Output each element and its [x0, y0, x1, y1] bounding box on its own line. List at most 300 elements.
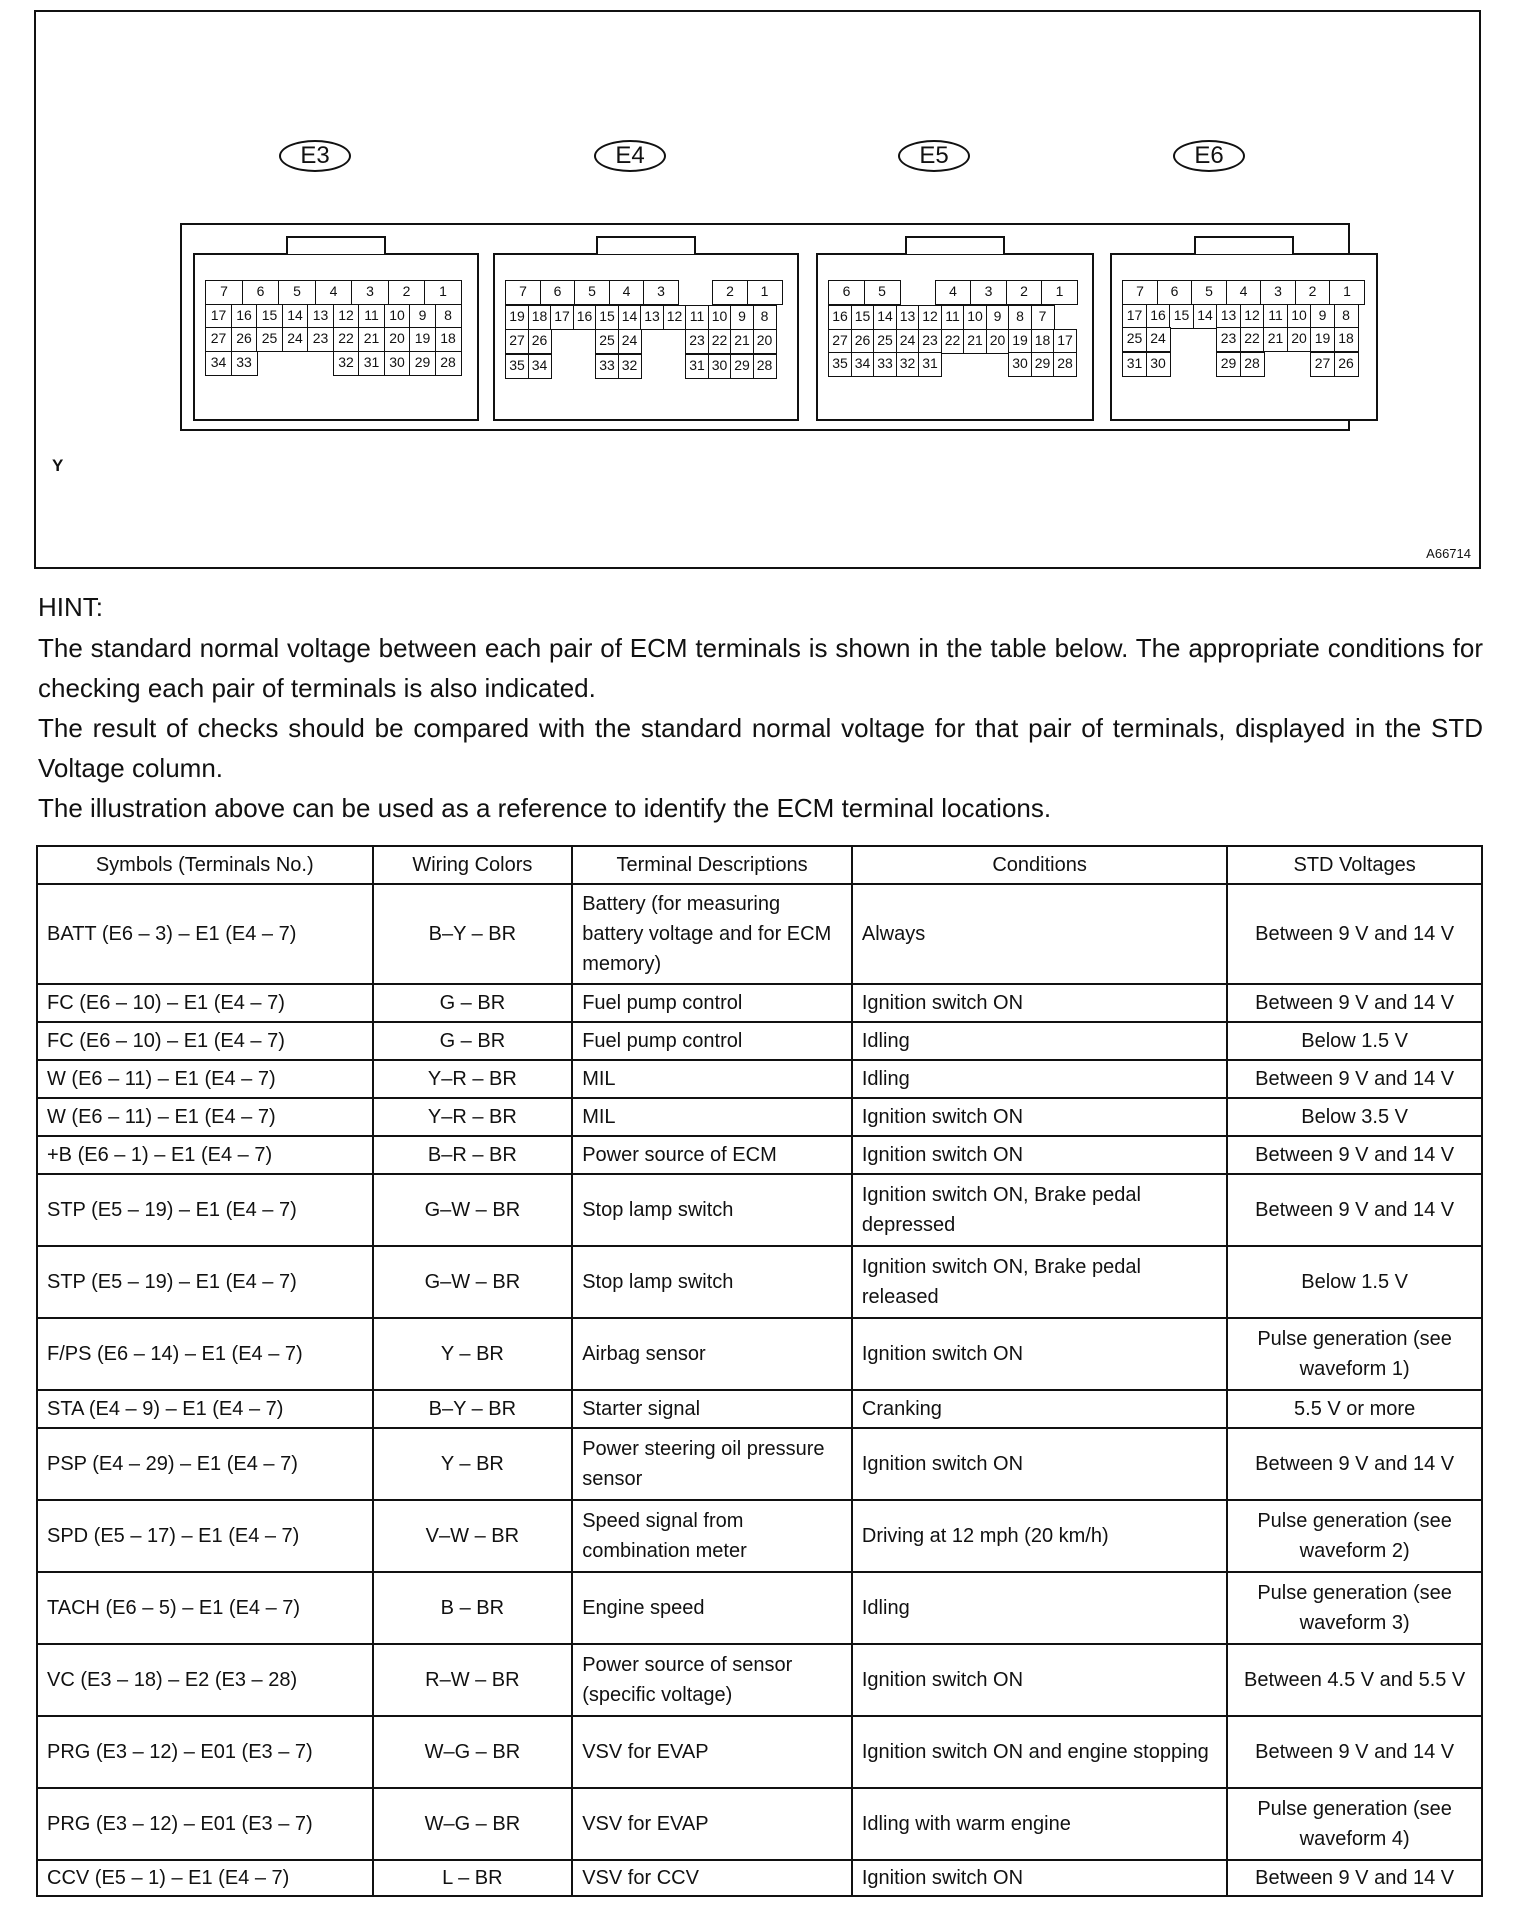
connector-label-e6: E6: [1173, 140, 1245, 172]
terminal-e4-34: 34: [528, 354, 552, 379]
cell-std-voltage: Below 3.5 V: [1227, 1098, 1482, 1136]
connector-label-e5: E5: [898, 140, 970, 172]
terminal-e3-18: 18: [435, 327, 462, 352]
terminal-blank: [1193, 327, 1218, 352]
terminal-e6-23: 23: [1216, 327, 1241, 352]
terminal-blank: [550, 329, 574, 354]
terminal-e5-22: 22: [941, 329, 965, 354]
terminal-e4-29: 29: [730, 354, 754, 379]
terminal-e5-19: 19: [1008, 329, 1032, 354]
terminal-blank: [256, 351, 283, 376]
cell-std-voltage: Between 9 V and 14 V: [1227, 1860, 1482, 1896]
cell-symbol: F/PS (E6 – 14) – E1 (E4 – 7): [37, 1318, 373, 1390]
cell-condition: Ignition switch ON: [852, 1098, 1227, 1136]
connector-latch: [905, 236, 1005, 254]
terminal-blank: [573, 354, 597, 379]
terminal-e3-29: 29: [409, 351, 436, 376]
connector-latch: [1194, 236, 1294, 254]
cell-symbol: W (E6 – 11) – E1 (E4 – 7): [37, 1098, 373, 1136]
terminal-e4-35: 35: [505, 354, 529, 379]
cell-symbol: STP (E5 – 19) – E1 (E4 – 7): [37, 1246, 373, 1318]
terminal-e4-6: 6: [540, 280, 576, 305]
cell-condition: Ignition switch ON: [852, 984, 1227, 1022]
terminal-blank: [899, 280, 936, 305]
terminal-e3-26: 26: [231, 327, 258, 352]
terminal-e5-14: 14: [873, 305, 897, 330]
terminal-e4-4: 4: [609, 280, 645, 305]
connector-label-e4: E4: [594, 140, 666, 172]
terminal-e5-34: 34: [851, 352, 875, 377]
cell-wiring: G–W – BR: [373, 1246, 573, 1318]
terminal-e3-3: 3: [351, 280, 389, 305]
terminal-e4-1: 1: [747, 280, 783, 305]
terminal-e3-20: 20: [384, 327, 411, 352]
table-row: [37, 884, 1482, 984]
cell-condition: Cranking: [852, 1390, 1227, 1428]
terminal-e3-17: 17: [205, 304, 232, 329]
terminal-e3-2: 2: [388, 280, 426, 305]
terminal-e5-15: 15: [851, 305, 875, 330]
cell-wiring: G – BR: [373, 984, 573, 1022]
terminal-e3-22: 22: [333, 327, 360, 352]
terminal-e6-6: 6: [1157, 280, 1193, 305]
terminal-e4-5: 5: [574, 280, 610, 305]
terminal-e6-9: 9: [1310, 304, 1335, 329]
terminal-e4-33: 33: [595, 354, 619, 379]
cell-symbol: VC (E3 – 18) – E2 (E3 – 28): [37, 1644, 373, 1716]
terminal-e3-12: 12: [333, 304, 360, 329]
cell-wiring: B–Y – BR: [373, 1390, 573, 1428]
cell-description: Starter signal: [572, 1390, 852, 1428]
cell-std-voltage: Between 9 V and 14 V: [1227, 1136, 1482, 1174]
terminal-blank: [1169, 352, 1194, 377]
terminal-blank: [550, 354, 574, 379]
terminal-e5-18: 18: [1031, 329, 1055, 354]
terminal-e6-27: 27: [1310, 352, 1335, 377]
terminal-e4-24: 24: [618, 329, 642, 354]
terminal-e3-21: 21: [358, 327, 385, 352]
cell-wiring: W–G – BR: [373, 1716, 573, 1788]
terminal-e6-31: 31: [1122, 352, 1147, 377]
cell-description: MIL: [572, 1060, 852, 1098]
cell-symbol: STP (E5 – 19) – E1 (E4 – 7): [37, 1174, 373, 1246]
cell-std-voltage: Between 9 V and 14 V: [1227, 1060, 1482, 1098]
hint-paragraph-2: The result of checks should be compared with the standard normal voltage for that pair of terminals, displayed in the STD Voltage column.: [38, 713, 1483, 783]
terminal-row: [205, 351, 461, 376]
terminal-e4-12: 12: [663, 305, 687, 330]
terminal-e4-3: 3: [643, 280, 679, 305]
terminal-row: [205, 327, 461, 351]
terminal-blank: [640, 354, 664, 379]
hint-paragraph-1: The standard normal voltage between each pair of ECM terminals is shown in the table below. The appropriate conditions for checking each pair of terminals is also indicated.: [38, 633, 1483, 703]
table-row: [37, 1860, 1482, 1896]
table-row: [37, 1022, 1482, 1060]
terminal-row: [828, 329, 1077, 353]
terminal-e6-16: 16: [1146, 304, 1171, 329]
terminal-e3-11: 11: [358, 304, 385, 329]
header-terminal-descriptions: Terminal Descriptions: [572, 846, 852, 884]
cell-condition: Always: [852, 884, 1227, 984]
terminal-row: [1122, 352, 1364, 377]
terminal-e5-21: 21: [963, 329, 987, 354]
terminal-row: [828, 352, 1077, 377]
hint-title: HINT:: [38, 592, 103, 622]
cell-symbol: TACH (E6 – 5) – E1 (E4 – 7): [37, 1572, 373, 1644]
terminal-blank: [573, 329, 597, 354]
terminal-e4-26: 26: [528, 329, 552, 354]
terminal-e5-25: 25: [873, 329, 897, 354]
terminal-e6-20: 20: [1287, 327, 1312, 352]
terminal-e3-33: 33: [231, 351, 258, 376]
terminal-grid: [505, 280, 781, 379]
terminal-e4-32: 32: [618, 354, 642, 379]
terminal-row: [1122, 304, 1364, 328]
terminal-e6-13: 13: [1216, 304, 1241, 329]
cell-description: Speed signal from combination meter: [572, 1500, 852, 1572]
cell-wiring: Y – BR: [373, 1428, 573, 1500]
terminal-e4-2: 2: [712, 280, 748, 305]
cell-condition: Ignition switch ON: [852, 1860, 1227, 1896]
cell-description: Battery (for measuring battery voltage and for ECM memory): [572, 884, 852, 984]
terminal-e6-21: 21: [1263, 327, 1288, 352]
cell-condition: Ignition switch ON, Brake pedal depressed: [852, 1174, 1227, 1246]
table-row: [37, 1060, 1482, 1098]
cell-std-voltage: Below 1.5 V: [1227, 1246, 1482, 1318]
terminal-e5-2: 2: [1006, 280, 1043, 305]
terminal-e6-12: 12: [1240, 304, 1265, 329]
terminal-e5-31: 31: [918, 352, 942, 377]
terminal-e3-27: 27: [205, 327, 232, 352]
terminal-e6-24: 24: [1146, 327, 1171, 352]
terminal-row: [828, 280, 1077, 305]
cell-wiring: Y – BR: [373, 1318, 573, 1390]
terminal-e6-25: 25: [1122, 327, 1147, 352]
table-row: [37, 1246, 1482, 1318]
terminal-e5-17: 17: [1053, 329, 1077, 354]
cell-std-voltage: Between 4.5 V and 5.5 V: [1227, 1644, 1482, 1716]
terminal-e6-18: 18: [1334, 327, 1359, 352]
terminal-e6-30: 30: [1146, 352, 1171, 377]
table-row: [37, 1716, 1482, 1788]
terminal-e4-18: 18: [528, 305, 552, 330]
terminal-blank: [1193, 352, 1218, 377]
cell-condition: Ignition switch ON and engine stopping: [852, 1716, 1227, 1788]
table-row: [37, 1788, 1482, 1860]
cell-description: Fuel pump control: [572, 984, 852, 1022]
cell-description: VSV for CCV: [572, 1860, 852, 1896]
terminal-e3-14: 14: [282, 304, 309, 329]
cell-wiring: G–W – BR: [373, 1174, 573, 1246]
terminal-e4-30: 30: [708, 354, 732, 379]
terminal-e5-1: 1: [1041, 280, 1078, 305]
cell-description: Power source of sensor (specific voltage): [572, 1644, 852, 1716]
terminal-e3-34: 34: [205, 351, 232, 376]
terminal-row: [1122, 327, 1364, 352]
terminal-e6-26: 26: [1334, 352, 1359, 377]
cell-wiring: B–R – BR: [373, 1136, 573, 1174]
terminal-e4-20: 20: [753, 329, 777, 354]
cell-description: Power source of ECM: [572, 1136, 852, 1174]
terminal-e4-22: 22: [708, 329, 732, 354]
cell-description: MIL: [572, 1098, 852, 1136]
terminal-e4-23: 23: [685, 329, 709, 354]
terminal-e5-24: 24: [896, 329, 920, 354]
header-wiring-colors: Wiring Colors: [373, 846, 573, 884]
terminal-e5-16: 16: [828, 305, 852, 330]
cell-condition: Idling: [852, 1022, 1227, 1060]
terminal-blank: [1169, 327, 1194, 352]
cell-std-voltage: Pulse generation (see waveform 1): [1227, 1318, 1482, 1390]
terminal-e3-5: 5: [278, 280, 316, 305]
cell-std-voltage: Between 9 V and 14 V: [1227, 1174, 1482, 1246]
cell-wiring: R–W – BR: [373, 1644, 573, 1716]
terminal-e3-8: 8: [435, 304, 462, 329]
terminal-e5-3: 3: [970, 280, 1007, 305]
terminal-blank: [1263, 352, 1288, 377]
terminal-voltage-table: [36, 845, 1483, 1897]
cell-condition: Ignition switch ON: [852, 1318, 1227, 1390]
terminal-e3-25: 25: [256, 327, 283, 352]
cell-description: Stop lamp switch: [572, 1174, 852, 1246]
terminal-e5-23: 23: [918, 329, 942, 354]
cell-symbol: FC (E6 – 10) – E1 (E4 – 7): [37, 1022, 373, 1060]
cell-symbol: SPD (E5 – 17) – E1 (E4 – 7): [37, 1500, 373, 1572]
terminal-row: [505, 329, 781, 354]
cell-wiring: B–Y – BR: [373, 884, 573, 984]
terminal-grid: [1122, 280, 1364, 377]
connector-label-e3: E3: [279, 140, 351, 172]
terminal-row: [205, 304, 461, 328]
terminal-row: [505, 305, 781, 329]
terminal-e4-28: 28: [753, 354, 777, 379]
cell-std-voltage: Pulse generation (see waveform 2): [1227, 1500, 1482, 1572]
terminal-e5-30: 30: [1008, 352, 1032, 377]
terminal-e3-16: 16: [231, 304, 258, 329]
terminal-e6-4: 4: [1226, 280, 1262, 305]
cell-wiring: B – BR: [373, 1572, 573, 1644]
cell-std-voltage: 5.5 V or more: [1227, 1390, 1482, 1428]
terminal-e5-4: 4: [935, 280, 972, 305]
terminal-e4-9: 9: [730, 305, 754, 330]
terminal-e6-2: 2: [1295, 280, 1331, 305]
cell-symbol: +B (E6 – 1) – E1 (E4 – 7): [37, 1136, 373, 1174]
cell-condition: Idling: [852, 1572, 1227, 1644]
terminal-blank: [1287, 352, 1312, 377]
terminal-blank: [640, 329, 664, 354]
terminal-grid: [828, 280, 1077, 377]
table-row: [37, 1318, 1482, 1390]
table-row: [37, 1390, 1482, 1428]
terminal-e3-31: 31: [358, 351, 385, 376]
terminal-row: [205, 280, 461, 304]
table-row: [37, 1572, 1482, 1644]
terminal-e4-25: 25: [595, 329, 619, 354]
terminal-e3-24: 24: [282, 327, 309, 352]
terminal-blank: [307, 351, 334, 376]
cell-condition: Ignition switch ON: [852, 1136, 1227, 1174]
cell-wiring: V–W – BR: [373, 1500, 573, 1572]
table-header-row: [37, 846, 1482, 884]
terminal-e5-7: 7: [1031, 305, 1055, 330]
terminal-e6-14: 14: [1193, 304, 1218, 329]
terminal-e4-31: 31: [685, 354, 709, 379]
cell-description: VSV for EVAP: [572, 1716, 852, 1788]
table-row: [37, 1174, 1482, 1246]
terminal-blank: [663, 329, 687, 354]
cell-symbol: FC (E6 – 10) – E1 (E4 – 7): [37, 984, 373, 1022]
terminal-e3-1: 1: [424, 280, 462, 305]
terminal-e4-19: 19: [505, 305, 529, 330]
cell-std-voltage: Between 9 V and 14 V: [1227, 1716, 1482, 1788]
terminal-e6-15: 15: [1169, 304, 1194, 329]
terminal-e5-6: 6: [828, 280, 865, 305]
cell-condition: Idling with warm engine: [852, 1788, 1227, 1860]
terminal-e4-21: 21: [730, 329, 754, 354]
terminal-row: [828, 305, 1077, 329]
terminal-e4-27: 27: [505, 329, 529, 354]
terminal-e6-22: 22: [1240, 327, 1265, 352]
table-row: [37, 1644, 1482, 1716]
terminal-e3-28: 28: [435, 351, 462, 376]
cell-wiring: W–G – BR: [373, 1788, 573, 1860]
terminal-e4-16: 16: [573, 305, 597, 330]
cell-symbol: W (E6 – 11) – E1 (E4 – 7): [37, 1060, 373, 1098]
terminal-row: [1122, 280, 1364, 304]
terminal-e4-13: 13: [640, 305, 664, 330]
terminal-e5-13: 13: [896, 305, 920, 330]
terminal-e6-11: 11: [1263, 304, 1288, 329]
terminal-e6-7: 7: [1122, 280, 1158, 305]
terminal-e6-17: 17: [1122, 304, 1147, 329]
hint-paragraph-3: The illustration above can be used as a reference to identify the ECM terminal locations.: [38, 793, 1052, 823]
terminal-e5-33: 33: [873, 352, 897, 377]
terminal-e3-32: 32: [333, 351, 360, 376]
terminal-e3-10: 10: [384, 304, 411, 329]
terminal-e4-7: 7: [505, 280, 541, 305]
cell-wiring: L – BR: [373, 1860, 573, 1896]
terminal-e6-8: 8: [1334, 304, 1359, 329]
table-row: [37, 984, 1482, 1022]
terminal-e3-23: 23: [307, 327, 334, 352]
cell-wiring: Y–R – BR: [373, 1098, 573, 1136]
header-std-voltages: STD Voltages: [1227, 846, 1482, 884]
terminal-row: [505, 354, 781, 379]
figure-side-mark: Y: [52, 456, 64, 475]
cell-description: Airbag sensor: [572, 1318, 852, 1390]
cell-std-voltage: Between 9 V and 14 V: [1227, 984, 1482, 1022]
terminal-e3-15: 15: [256, 304, 283, 329]
cell-std-voltage: Between 9 V and 14 V: [1227, 1428, 1482, 1500]
cell-std-voltage: Pulse generation (see waveform 4): [1227, 1788, 1482, 1860]
cell-symbol: CCV (E5 – 1) – E1 (E4 – 7): [37, 1860, 373, 1896]
cell-symbol: STA (E4 – 9) – E1 (E4 – 7): [37, 1390, 373, 1428]
table-row: [37, 1098, 1482, 1136]
terminal-e3-7: 7: [205, 280, 243, 305]
terminal-e6-1: 1: [1329, 280, 1365, 305]
terminal-e5-35: 35: [828, 352, 852, 377]
terminal-blank: [678, 280, 714, 305]
cell-std-voltage: Between 9 V and 14 V: [1227, 884, 1482, 984]
terminal-e4-17: 17: [550, 305, 574, 330]
terminal-e4-14: 14: [618, 305, 642, 330]
terminal-e5-29: 29: [1031, 352, 1055, 377]
terminal-e5-8: 8: [1008, 305, 1032, 330]
terminal-e5-20: 20: [986, 329, 1010, 354]
connector-latch: [286, 236, 386, 254]
terminal-e3-13: 13: [307, 304, 334, 329]
terminal-e4-11: 11: [685, 305, 709, 330]
header-conditions: Conditions: [852, 846, 1227, 884]
cell-description: Power steering oil pressure sensor: [572, 1428, 852, 1500]
terminal-e5-10: 10: [963, 305, 987, 330]
cell-symbol: PRG (E3 – 12) – E01 (E3 – 7): [37, 1716, 373, 1788]
terminal-e4-15: 15: [595, 305, 619, 330]
terminal-blank: [663, 354, 687, 379]
terminal-e5-5: 5: [864, 280, 901, 305]
terminal-e5-32: 32: [896, 352, 920, 377]
cell-symbol: PSP (E4 – 29) – E1 (E4 – 7): [37, 1428, 373, 1500]
terminal-e3-19: 19: [409, 327, 436, 352]
terminal-e4-8: 8: [753, 305, 777, 330]
terminal-e6-19: 19: [1310, 327, 1335, 352]
terminal-e6-29: 29: [1216, 352, 1241, 377]
terminal-e6-5: 5: [1191, 280, 1227, 305]
table-row: [37, 1500, 1482, 1572]
cell-description: Fuel pump control: [572, 1022, 852, 1060]
cell-condition: Driving at 12 mph (20 km/h): [852, 1500, 1227, 1572]
terminal-e5-27: 27: [828, 329, 852, 354]
terminal-blank: [963, 352, 987, 377]
cell-wiring: G – BR: [373, 1022, 573, 1060]
cell-std-voltage: Below 1.5 V: [1227, 1022, 1482, 1060]
terminal-e3-9: 9: [409, 304, 436, 329]
cell-description: Engine speed: [572, 1572, 852, 1644]
figure-code: A66714: [1426, 546, 1471, 561]
terminal-e5-12: 12: [918, 305, 942, 330]
cell-condition: Ignition switch ON: [852, 1428, 1227, 1500]
cell-symbol: BATT (E6 – 3) – E1 (E4 – 7): [37, 884, 373, 984]
terminal-e3-4: 4: [315, 280, 353, 305]
terminal-e6-28: 28: [1240, 352, 1265, 377]
terminal-e5-9: 9: [986, 305, 1010, 330]
terminal-e3-6: 6: [242, 280, 280, 305]
cell-symbol: PRG (E3 – 12) – E01 (E3 – 7): [37, 1788, 373, 1860]
terminal-e6-3: 3: [1260, 280, 1296, 305]
table-row: [37, 1136, 1482, 1174]
terminal-row: [505, 280, 781, 305]
cell-description: Stop lamp switch: [572, 1246, 852, 1318]
terminal-blank: [986, 352, 1010, 377]
terminal-e5-26: 26: [851, 329, 875, 354]
cell-description: VSV for EVAP: [572, 1788, 852, 1860]
terminal-e5-11: 11: [941, 305, 965, 330]
terminal-blank: [941, 352, 965, 377]
ecm-connector-figure: [34, 10, 1481, 569]
terminal-e6-10: 10: [1287, 304, 1312, 329]
terminal-blank: [282, 351, 309, 376]
table-row: [37, 1428, 1482, 1500]
header-symbols: Symbols (Terminals No.): [37, 846, 373, 884]
cell-condition: Ignition switch ON, Brake pedal released: [852, 1246, 1227, 1318]
cell-wiring: Y–R – BR: [373, 1060, 573, 1098]
connector-latch: [596, 236, 696, 254]
cell-std-voltage: Pulse generation (see waveform 3): [1227, 1572, 1482, 1644]
terminal-grid: [205, 280, 461, 376]
terminal-e4-10: 10: [708, 305, 732, 330]
terminal-e3-30: 30: [384, 351, 411, 376]
terminal-e5-28: 28: [1053, 352, 1077, 377]
cell-condition: Idling: [852, 1060, 1227, 1098]
